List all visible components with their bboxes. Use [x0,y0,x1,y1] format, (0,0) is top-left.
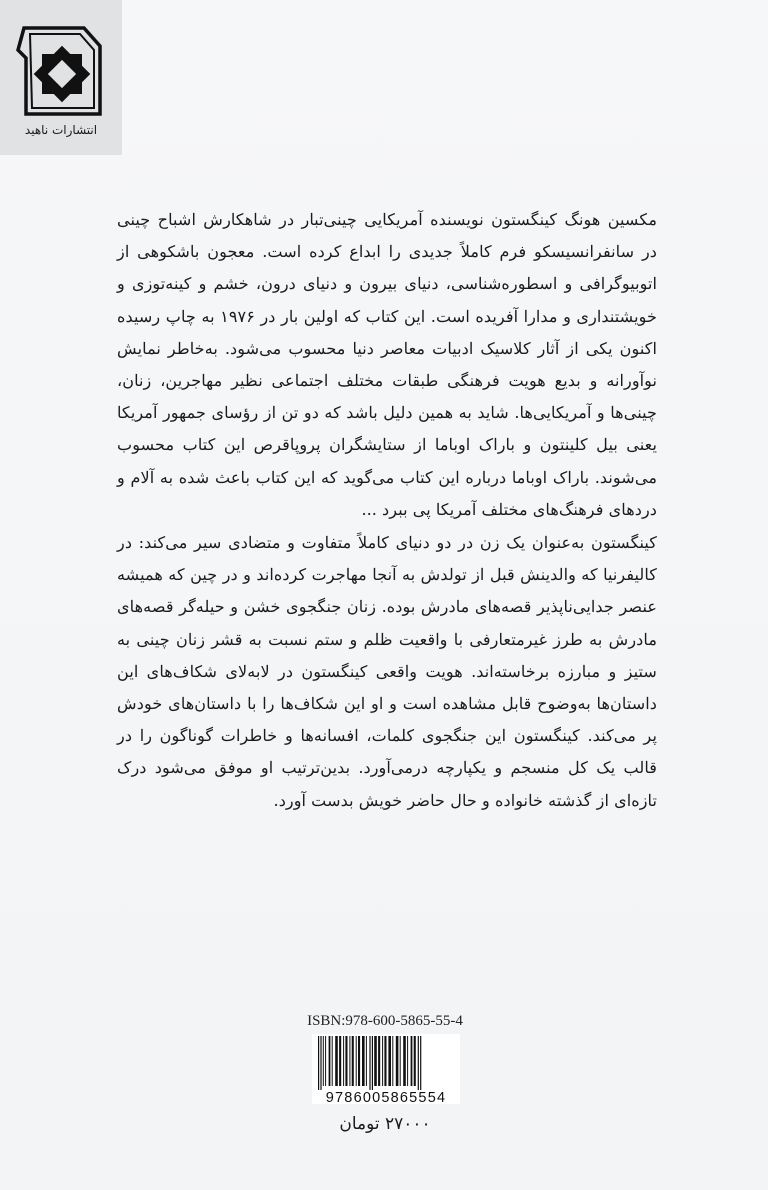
isbn-label: ISBN:978-600-5865-55-4 [307,1013,463,1029]
blurb-paragraph-1: مکسین هونگ کینگستون نویسنده آمریکایی چینی‌تبار در شاهکارش اشباح چینی در سانفرانسیسکو فرم کاملاً جدیدی را ابداع کرده است. معجون باشکوهی از اتوبیوگرافی و اسطوره‌شناسی، دنیای بیرون و دنیای درون، خشم و کینه‌توزی و خویشتنداری و مدارا آفریده است. این کتاب که اولین بار در ۱۹۷۶ به چاپ رسیده اکنون یکی از آثار کلاسیک ادبیات معاصر دنیا محسوب می‌شود. به‌خاطر نمایش نوآورانه و بدیع هویت فرهنگی طبقات مختلف اجتماعی نظیر مهاجرین، زنان، چینی‌ها و آمریکایی‌ها. شاید به همین دلیل باشد که دو تن از رؤسای جمهور آمریکا یعنی بیل کلینتون و باراک اوباما از ستایشگران پروپاقرص این کتاب محسوب می‌شوند. باراک اوباما درباره این کتاب می‌گوید که این کتاب باعث شده به آلام و دردهای فرهنگ‌های مختلف آمریکا پی ببرد ... [117,210,657,519]
barcode-bar [411,1036,413,1086]
barcode-bar [356,1036,357,1086]
barcode-bar [418,1036,419,1090]
barcode-bar [323,1036,324,1086]
barcode-bar [369,1036,370,1090]
barcode-bar [318,1036,319,1090]
barcode-bar [384,1036,386,1086]
barcode-bar [335,1036,338,1086]
barcode-bar [352,1036,354,1086]
barcode-bar [343,1036,344,1086]
barcode-bar [345,1036,347,1086]
barcode-bars [312,1034,460,1092]
barcode-bar [400,1036,401,1086]
barcode-bar [407,1036,408,1086]
barcode-digits: 9786005865554 [325,1090,447,1106]
barcode-bar [325,1036,326,1086]
barcode-bar [382,1036,383,1086]
price-label: ۲۷۰۰۰ تومان [339,1114,431,1134]
publisher-logo-box [0,0,122,155]
barcode-bar [396,1036,399,1086]
barcode-bar [329,1036,331,1086]
blurb-paragraph-2: کینگستون به‌عنوان یک زن در دو دنیای کاملاً متفاوت و متضادی سیر می‌کند: در کالیفرنیا که والدینش قبل از تولدش به آنجا مهاجرت کرده‌اند و در چین که همیشه عنصر جدایی‌ناپذیر قصه‌های مادرش بوده. زنان جنگجوی خشن و حیله‌گر قصه‌های مادرش به طرز غیرمتعارفی با واقعیت ظلم و ستم نسبت به قشر زنان چینی به ستیز و مبارزه برخاسته‌اند. هویت واقعی کینگستون در لابه‌لای شکاف‌های این داستان‌ها به‌وضوح قابل مشاهده است و او این شکاف‌ها را با داستان‌های خودش پر می‌کند. کینگستون این جنگجوی کلمات، افسانه‌ها و خاطرات گوناگون را در قالب یک کل منسجم و یکپارچه درمی‌آورد. بدین‌ترتیب او موفق می‌شود درک تازه‌ای از گذشته خانواده و حال حاضر خویش بدست آورد. [117,533,657,810]
barcode-bar [358,1036,360,1086]
barcode-bar [388,1036,391,1086]
barcode-bar [320,1036,321,1090]
barcode-bar [366,1036,367,1086]
back-cover-blurb [117,204,657,817]
barcode-bar [392,1036,393,1086]
publisher-name: انتشارات ناهید [24,123,98,137]
barcode-bar [403,1036,406,1086]
barcode-bar [372,1036,373,1090]
barcode-bar [378,1036,380,1086]
publisher-logo-icon [14,24,108,118]
barcode-bar [339,1036,341,1086]
barcode-bar [420,1036,421,1090]
barcode-bar [349,1036,350,1086]
barcode-bar [362,1036,365,1086]
barcode-bar [414,1036,416,1086]
barcode-bar [374,1036,377,1086]
barcode-bar [332,1036,333,1086]
